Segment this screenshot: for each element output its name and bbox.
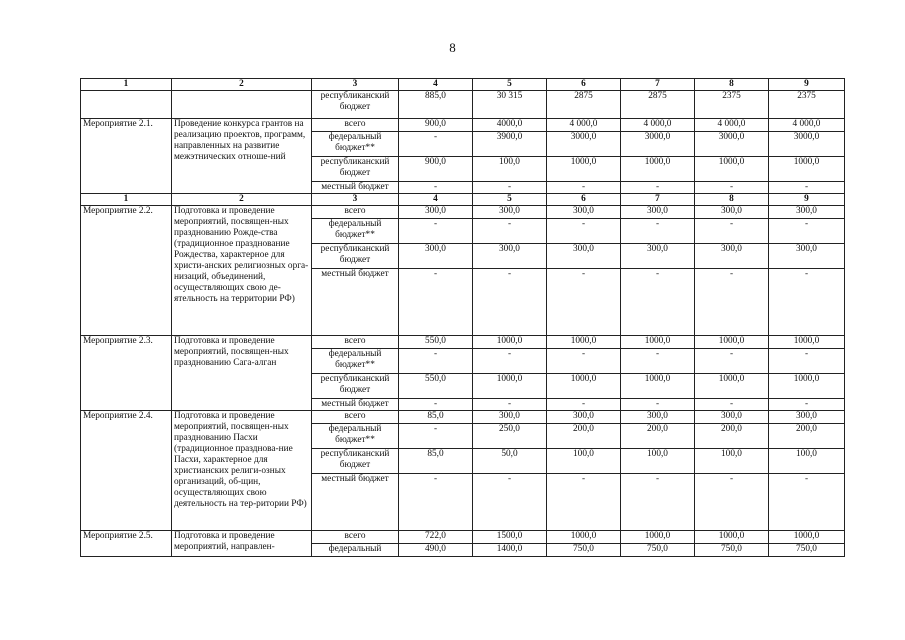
- amount-cell: 4 000,0: [621, 119, 695, 132]
- amount-cell: 50,0: [473, 449, 547, 474]
- event-description-cell: [172, 91, 312, 119]
- amount-cell: 2875: [547, 91, 621, 119]
- amount-cell: 300,0: [399, 206, 473, 219]
- amount-cell: 1000,0: [621, 531, 695, 544]
- amount-cell: 4 000,0: [695, 119, 769, 132]
- event-id-cell: Мероприятие 2.4.: [81, 411, 172, 531]
- amount-cell: 300,0: [399, 244, 473, 269]
- amount-cell: -: [399, 132, 473, 157]
- amount-cell: -: [695, 219, 769, 244]
- column-header-7: 7: [621, 79, 695, 91]
- amount-cell: 750,0: [769, 544, 845, 557]
- amount-cell: 1000,0: [547, 336, 621, 349]
- amount-cell: 1000,0: [547, 531, 621, 544]
- amount-cell: 200,0: [621, 424, 695, 449]
- column-header-4: 4: [399, 79, 473, 91]
- amount-cell: 300,0: [621, 411, 695, 424]
- amount-cell: -: [621, 474, 695, 531]
- amount-cell: -: [621, 219, 695, 244]
- amount-cell: -: [399, 269, 473, 336]
- amount-cell: 100,0: [621, 449, 695, 474]
- column-header-9: 9: [769, 79, 845, 91]
- amount-cell: -: [399, 349, 473, 374]
- amount-cell: -: [473, 474, 547, 531]
- page-number: 8: [449, 40, 456, 55]
- funding-source-cell: местный бюджет: [312, 269, 399, 336]
- amount-cell: -: [399, 182, 473, 194]
- column-header-6: 6: [547, 194, 621, 206]
- amount-cell: 30 315: [473, 91, 547, 119]
- amount-cell: 1000,0: [695, 157, 769, 182]
- amount-cell: 300,0: [769, 206, 845, 219]
- amount-cell: -: [473, 399, 547, 411]
- amount-cell: 300,0: [769, 244, 845, 269]
- table-header-row: [81, 79, 845, 91]
- amount-cell: -: [769, 182, 845, 194]
- amount-cell: 722,0: [399, 531, 473, 544]
- amount-cell: -: [621, 182, 695, 194]
- amount-cell: -: [769, 269, 845, 336]
- column-header-5: 5: [473, 79, 547, 91]
- amount-cell: -: [547, 349, 621, 374]
- column-header-6: 6: [547, 79, 621, 91]
- column-header-2: 2: [172, 194, 312, 206]
- amount-cell: 1000,0: [695, 336, 769, 349]
- amount-cell: 3000,0: [769, 132, 845, 157]
- table-row: [81, 206, 845, 219]
- event-id-cell: Мероприятие 2.2.: [81, 206, 172, 336]
- amount-cell: 100,0: [547, 449, 621, 474]
- amount-cell: -: [769, 474, 845, 531]
- funding-source-cell: всего: [312, 411, 399, 424]
- amount-cell: 2375: [695, 91, 769, 119]
- funding-source-cell: республиканский бюджет: [312, 374, 399, 399]
- amount-cell: -: [621, 399, 695, 411]
- repeated-header-row: [81, 194, 845, 206]
- funding-source-cell: федеральный: [312, 544, 399, 557]
- amount-cell: 300,0: [695, 244, 769, 269]
- amount-cell: 1000,0: [547, 157, 621, 182]
- column-header-1: 1: [81, 79, 172, 91]
- amount-cell: -: [695, 399, 769, 411]
- amount-cell: 300,0: [621, 244, 695, 269]
- funding-source-cell: республиканский бюджет: [312, 244, 399, 269]
- amount-cell: -: [473, 349, 547, 374]
- table-row: [81, 91, 845, 119]
- funding-source-cell: республиканский бюджет: [312, 449, 399, 474]
- event-id-cell: Мероприятие 2.1.: [81, 119, 172, 194]
- amount-cell: 900,0: [399, 157, 473, 182]
- amount-cell: -: [547, 474, 621, 531]
- amount-cell: 4 000,0: [769, 119, 845, 132]
- amount-cell: 100,0: [473, 157, 547, 182]
- amount-cell: -: [769, 219, 845, 244]
- funding-source-cell: местный бюджет: [312, 474, 399, 531]
- amount-cell: 300,0: [473, 206, 547, 219]
- funding-source-cell: республиканский бюджет: [312, 157, 399, 182]
- amount-cell: -: [547, 399, 621, 411]
- amount-cell: -: [547, 182, 621, 194]
- amount-cell: 1000,0: [769, 531, 845, 544]
- amount-cell: 1000,0: [547, 374, 621, 399]
- table-row: [81, 119, 845, 132]
- amount-cell: 2375: [769, 91, 845, 119]
- column-header-3: 3: [312, 194, 399, 206]
- amount-cell: 85,0: [399, 411, 473, 424]
- amount-cell: 1400,0: [473, 544, 547, 557]
- amount-cell: 1000,0: [473, 336, 547, 349]
- funding-source-cell: республиканский бюджет: [312, 91, 399, 119]
- event-description-cell: Подготовка и проведение мероприятий, направлен-: [172, 531, 312, 557]
- amount-cell: 200,0: [695, 424, 769, 449]
- amount-cell: -: [695, 349, 769, 374]
- funding-source-cell: всего: [312, 119, 399, 132]
- amount-cell: -: [547, 219, 621, 244]
- amount-cell: 200,0: [769, 424, 845, 449]
- amount-cell: 900,0: [399, 119, 473, 132]
- funding-source-cell: федеральный бюджет**: [312, 132, 399, 157]
- column-header-8: 8: [695, 194, 769, 206]
- amount-cell: -: [399, 424, 473, 449]
- amount-cell: 300,0: [769, 411, 845, 424]
- table-row: [81, 336, 845, 349]
- amount-cell: -: [769, 399, 845, 411]
- amount-cell: 200,0: [547, 424, 621, 449]
- amount-cell: -: [695, 269, 769, 336]
- amount-cell: -: [473, 219, 547, 244]
- amount-cell: -: [621, 269, 695, 336]
- amount-cell: 250,0: [473, 424, 547, 449]
- amount-cell: 300,0: [547, 411, 621, 424]
- amount-cell: 1000,0: [769, 336, 845, 349]
- event-description-cell: Проведение конкурса грантов на реализацию проектов, программ, направленных на развитие межэтнических отноше-ний: [172, 119, 312, 194]
- amount-cell: 85,0: [399, 449, 473, 474]
- amount-cell: 3900,0: [473, 132, 547, 157]
- amount-cell: 1000,0: [695, 531, 769, 544]
- amount-cell: 1000,0: [769, 374, 845, 399]
- amount-cell: 1000,0: [769, 157, 845, 182]
- amount-cell: -: [473, 182, 547, 194]
- funding-source-cell: всего: [312, 531, 399, 544]
- column-header-5: 5: [473, 194, 547, 206]
- table-row: [81, 531, 845, 544]
- amount-cell: 3000,0: [621, 132, 695, 157]
- event-description-cell: Подготовка и проведение мероприятий, посвящен-ных празднованию Сага-алган: [172, 336, 312, 411]
- amount-cell: 300,0: [695, 206, 769, 219]
- amount-cell: 100,0: [695, 449, 769, 474]
- amount-cell: 1000,0: [621, 374, 695, 399]
- column-header-3: 3: [312, 79, 399, 91]
- amount-cell: 550,0: [399, 374, 473, 399]
- amount-cell: 300,0: [621, 206, 695, 219]
- amount-cell: 1000,0: [621, 336, 695, 349]
- amount-cell: 300,0: [473, 244, 547, 269]
- column-header-9: 9: [769, 194, 845, 206]
- amount-cell: -: [473, 269, 547, 336]
- amount-cell: -: [695, 182, 769, 194]
- funding-source-cell: всего: [312, 336, 399, 349]
- amount-cell: 4000,0: [473, 119, 547, 132]
- amount-cell: 885,0: [399, 91, 473, 119]
- amount-cell: 4 000,0: [547, 119, 621, 132]
- column-header-2: 2: [172, 79, 312, 91]
- amount-cell: -: [621, 349, 695, 374]
- event-id-cell: [81, 91, 172, 119]
- funding-source-cell: федеральный бюджет**: [312, 219, 399, 244]
- funding-source-cell: местный бюджет: [312, 182, 399, 194]
- budget-table: [80, 78, 845, 557]
- event-description-cell: Подготовка и проведение мероприятий, посвящен-ных празднованию Рожде-ства (традиционное празднование Рождества, характерное для христи-анских религиозных орга-низаций, объединений, осуществляющих свою де-ятельность на территории РФ): [172, 206, 312, 336]
- amount-cell: 100,0: [769, 449, 845, 474]
- amount-cell: 1000,0: [473, 374, 547, 399]
- amount-cell: 1000,0: [621, 157, 695, 182]
- table-row: [81, 411, 845, 424]
- funding-source-cell: федеральный бюджет**: [312, 349, 399, 374]
- amount-cell: 3000,0: [547, 132, 621, 157]
- event-id-cell: Мероприятие 2.3.: [81, 336, 172, 411]
- amount-cell: 3000,0: [695, 132, 769, 157]
- amount-cell: 750,0: [695, 544, 769, 557]
- amount-cell: 1500,0: [473, 531, 547, 544]
- event-description-cell: Подготовка и проведение мероприятий, посвящен-ных празднованию Пасхи (традиционное празднова-ние Пасхи, характерное для христианских религи-озных организаций, об-щин, осуществляющих свою деятельность на тер-ритории РФ): [172, 411, 312, 531]
- amount-cell: -: [399, 399, 473, 411]
- column-header-4: 4: [399, 194, 473, 206]
- funding-source-cell: федеральный бюджет**: [312, 424, 399, 449]
- column-header-7: 7: [621, 194, 695, 206]
- amount-cell: 1000,0: [695, 374, 769, 399]
- column-header-8: 8: [695, 79, 769, 91]
- amount-cell: 750,0: [547, 544, 621, 557]
- column-header-1: 1: [81, 194, 172, 206]
- amount-cell: -: [769, 349, 845, 374]
- amount-cell: 300,0: [473, 411, 547, 424]
- amount-cell: 300,0: [695, 411, 769, 424]
- funding-source-cell: местный бюджет: [312, 399, 399, 411]
- amount-cell: 550,0: [399, 336, 473, 349]
- amount-cell: -: [695, 474, 769, 531]
- amount-cell: 2875: [621, 91, 695, 119]
- amount-cell: 750,0: [621, 544, 695, 557]
- amount-cell: 300,0: [547, 206, 621, 219]
- amount-cell: -: [399, 474, 473, 531]
- event-id-cell: Мероприятие 2.5.: [81, 531, 172, 557]
- funding-source-cell: всего: [312, 206, 399, 219]
- amount-cell: -: [547, 269, 621, 336]
- amount-cell: 490,0: [399, 544, 473, 557]
- amount-cell: -: [399, 219, 473, 244]
- amount-cell: 300,0: [547, 244, 621, 269]
